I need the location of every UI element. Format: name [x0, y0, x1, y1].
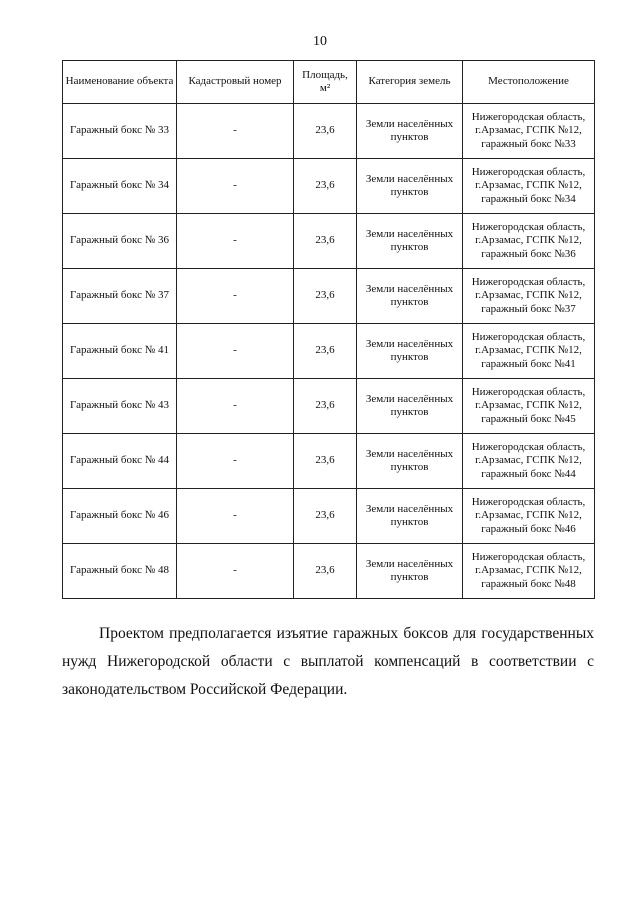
- header-name: Наименование объекта: [63, 61, 177, 104]
- cell-category: Земли населённых пунктов: [357, 544, 463, 599]
- cell-area: 23,6: [294, 379, 357, 434]
- cell-area: 23,6: [294, 489, 357, 544]
- cell-cadastral: -: [177, 544, 294, 599]
- cell-name: Гаражный бокс № 46: [63, 489, 177, 544]
- cell-category: Земли населённых пунктов: [357, 434, 463, 489]
- cell-name: Гаражный бокс № 44: [63, 434, 177, 489]
- cell-location: Нижегородская область, г.Арзамас, ГСПК №12, гаражный бокс №33: [463, 104, 595, 159]
- cell-cadastral: -: [177, 159, 294, 214]
- cell-name: Гаражный бокс № 36: [63, 214, 177, 269]
- table-row: [63, 379, 595, 434]
- closing-paragraph: Проектом предполагается изъятие гаражных боксов для государственных нужд Нижегородской области с выплатой компенсаций в соответствии с законодательством Российской Федерации.: [62, 625, 594, 698]
- table-row: [63, 544, 595, 599]
- table-header: [63, 61, 595, 104]
- cell-cadastral: -: [177, 434, 294, 489]
- header-area: Площадь, м²: [294, 61, 357, 104]
- header-category: Категория земель: [357, 61, 463, 104]
- cell-category: Земли населённых пунктов: [357, 214, 463, 269]
- table-row: [63, 434, 595, 489]
- cell-cadastral: -: [177, 214, 294, 269]
- header-location: Местоположение: [463, 61, 595, 104]
- cell-area: 23,6: [294, 159, 357, 214]
- cell-location: Нижегородская область, г.Арзамас, ГСПК №12, гаражный бокс №44: [463, 434, 595, 489]
- table-row: [63, 489, 595, 544]
- cell-area: 23,6: [294, 544, 357, 599]
- table-row: [63, 269, 595, 324]
- cell-area: 23,6: [294, 269, 357, 324]
- cell-name: Гаражный бокс № 41: [63, 324, 177, 379]
- table-row: [63, 159, 595, 214]
- cell-category: Земли населённых пунктов: [357, 489, 463, 544]
- table-header-row: [63, 61, 595, 104]
- cell-name: Гаражный бокс № 34: [63, 159, 177, 214]
- table-row: [63, 104, 595, 159]
- garage-boxes-table: [62, 60, 595, 599]
- cell-name: Гаражный бокс № 33: [63, 104, 177, 159]
- cell-name: Гаражный бокс № 37: [63, 269, 177, 324]
- cell-location: Нижегородская область, г.Арзамас, ГСПК №12, гаражный бокс №36: [463, 214, 595, 269]
- cell-name: Гаражный бокс № 48: [63, 544, 177, 599]
- header-cadastral: Кадастровый номер: [177, 61, 294, 104]
- cell-cadastral: -: [177, 324, 294, 379]
- cell-category: Земли населённых пунктов: [357, 324, 463, 379]
- cell-category: Земли населённых пунктов: [357, 269, 463, 324]
- cell-name: Гаражный бокс № 43: [63, 379, 177, 434]
- cell-area: 23,6: [294, 214, 357, 269]
- cell-cadastral: -: [177, 379, 294, 434]
- cell-location: Нижегородская область, г.Арзамас, ГСПК №12, гаражный бокс №48: [463, 544, 595, 599]
- table-row: [63, 324, 595, 379]
- cell-area: 23,6: [294, 434, 357, 489]
- cell-location: Нижегородская область, г.Арзамас, ГСПК №12, гаражный бокс №46: [463, 489, 595, 544]
- cell-location: Нижегородская область, г.Арзамас, ГСПК №12, гаражный бокс №45: [463, 379, 595, 434]
- cell-location: Нижегородская область, г.Арзамас, ГСПК №12, гаражный бокс №34: [463, 159, 595, 214]
- table-row: [63, 214, 595, 269]
- cell-category: Земли населённых пунктов: [357, 104, 463, 159]
- cell-location: Нижегородская область, г.Арзамас, ГСПК №12, гаражный бокс №37: [463, 269, 595, 324]
- cell-area: 23,6: [294, 324, 357, 379]
- cell-location: Нижегородская область, г.Арзамас, ГСПК №12, гаражный бокс №41: [463, 324, 595, 379]
- cell-category: Земли населённых пунктов: [357, 379, 463, 434]
- cell-category: Земли населённых пунктов: [357, 159, 463, 214]
- cell-area: 23,6: [294, 104, 357, 159]
- cell-cadastral: -: [177, 104, 294, 159]
- cell-cadastral: -: [177, 489, 294, 544]
- page-number: 10: [313, 34, 327, 49]
- cell-cadastral: -: [177, 269, 294, 324]
- table-body: [63, 104, 595, 599]
